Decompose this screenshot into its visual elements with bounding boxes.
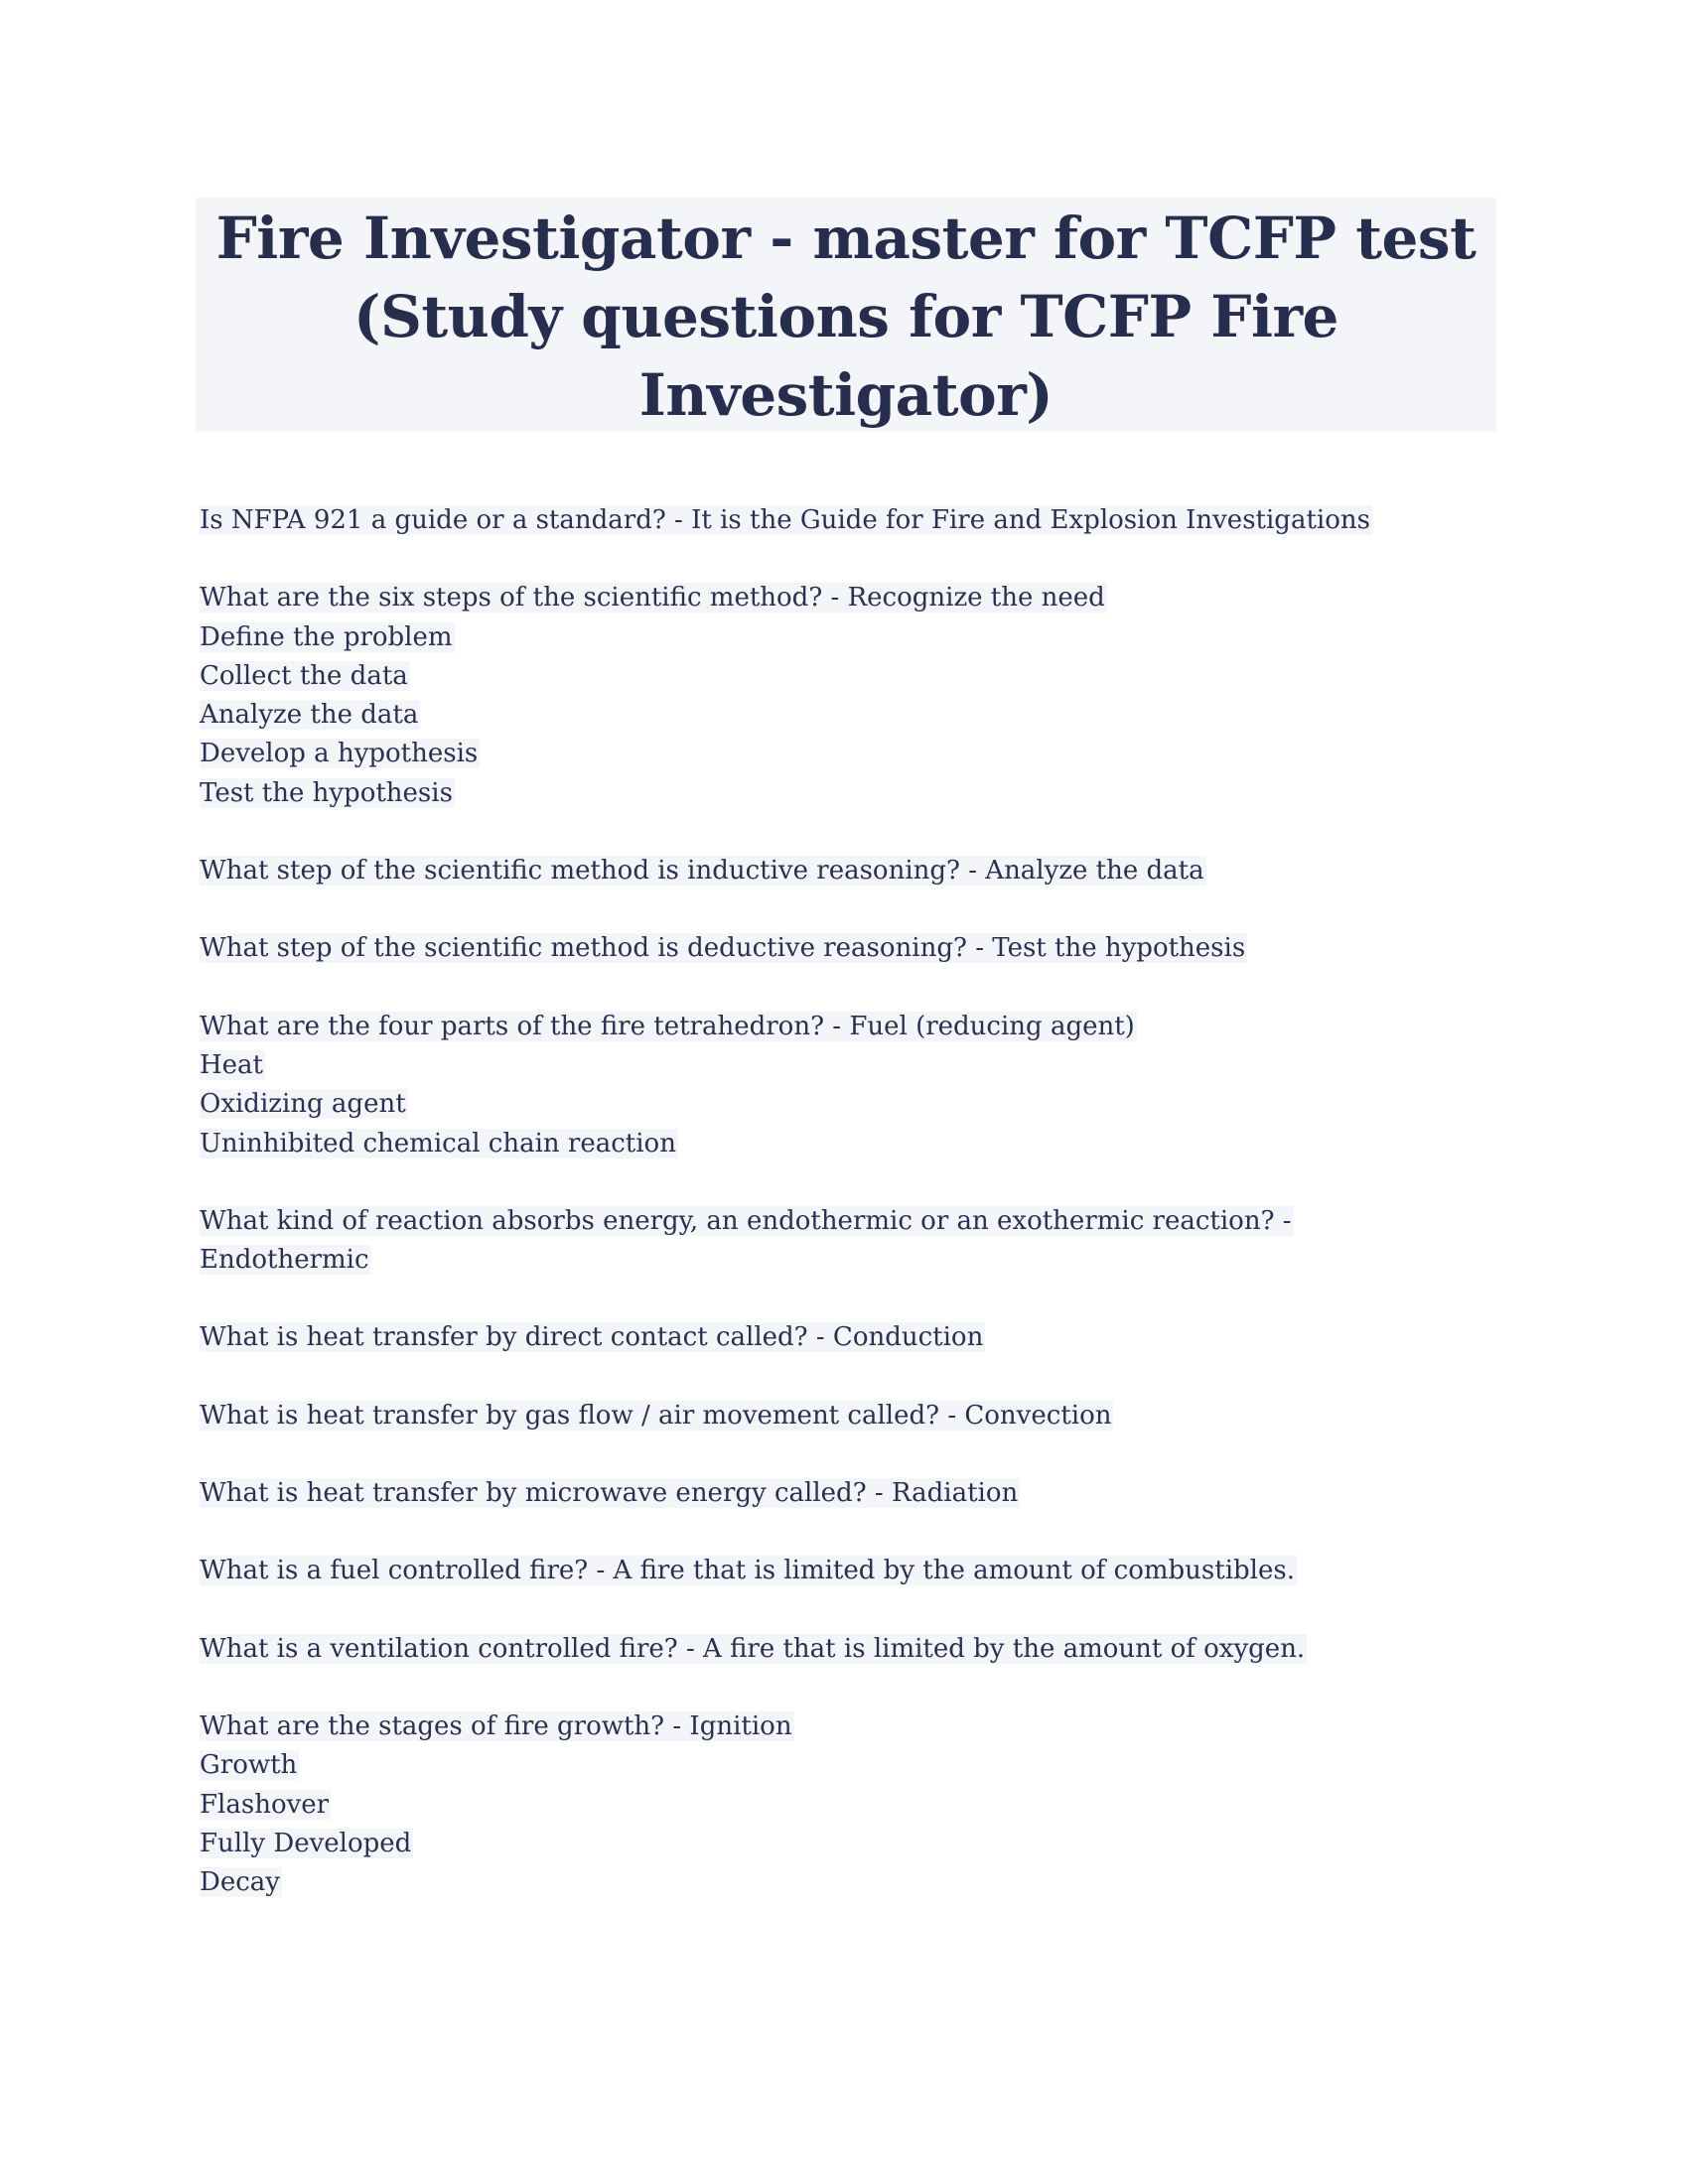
question-text: What are the six steps of the scientific method? - Recognize the need xyxy=(200,583,1105,614)
document-title xyxy=(196,198,1496,432)
question-line xyxy=(200,1241,1490,1280)
question-item xyxy=(200,1630,1490,1669)
question-item xyxy=(200,1707,1490,1902)
question-line xyxy=(200,1786,1490,1825)
question-line xyxy=(200,1008,1490,1046)
question-line xyxy=(200,929,1490,968)
question-line xyxy=(200,1397,1490,1435)
question-line xyxy=(200,1474,1490,1513)
question-text: Develop a hypothesis xyxy=(200,739,479,769)
question-text: Flashover xyxy=(200,1789,330,1820)
question-text: Analyze the data xyxy=(200,700,419,731)
question-text: What are the four parts of the fire tetrahedron? - Fuel (reducing agent) xyxy=(200,1011,1135,1041)
question-text: Test the hypothesis xyxy=(200,777,453,808)
question-line xyxy=(200,1085,1490,1124)
question-line xyxy=(200,1552,1490,1590)
question-line xyxy=(200,696,1490,735)
question-item xyxy=(200,1318,1490,1357)
question-text: Endothermic xyxy=(200,1245,369,1276)
question-line xyxy=(200,1318,1490,1357)
title-line: Investigator) xyxy=(638,361,1054,429)
question-text: What is a ventilation controlled fire? - A fire that is limited by the amount of oxygen. xyxy=(200,1633,1306,1664)
question-list xyxy=(200,501,1490,1941)
question-text: What kind of reaction absorbs energy, an endothermic or an exothermic reaction? - xyxy=(200,1205,1292,1236)
question-text: Growth xyxy=(200,1750,298,1781)
question-item xyxy=(200,1474,1490,1513)
question-line xyxy=(200,579,1490,617)
question-item xyxy=(200,1552,1490,1590)
question-item xyxy=(200,852,1490,890)
question-line xyxy=(200,657,1490,696)
question-line xyxy=(200,1746,1490,1785)
question-line xyxy=(200,501,1490,540)
question-text: Oxidizing agent xyxy=(200,1089,406,1120)
question-line xyxy=(200,1825,1490,1863)
question-line xyxy=(200,618,1490,657)
question-line xyxy=(200,1630,1490,1669)
title-line: Fire Investigator - master for TCFP test xyxy=(215,205,1477,272)
question-item xyxy=(200,929,1490,968)
question-line xyxy=(200,1046,1490,1085)
question-text: What is heat transfer by gas flow / air movement called? - Convection xyxy=(200,1400,1112,1431)
question-line xyxy=(200,1202,1490,1241)
question-text: What is heat transfer by microwave energy called? - Radiation xyxy=(200,1478,1019,1509)
question-text: What step of the scientific method is deductive reasoning? - Test the hypothesis xyxy=(200,933,1246,964)
question-text: What are the stages of fire growth? - Ignition xyxy=(200,1710,792,1741)
title-line: (Study questions for TCFP Fire xyxy=(353,283,1338,350)
question-text: Fully Developed xyxy=(200,1828,412,1858)
question-text: Heat xyxy=(200,1049,264,1080)
question-line xyxy=(200,774,1490,813)
question-line xyxy=(200,852,1490,890)
question-item xyxy=(200,1008,1490,1163)
question-text: Is NFPA 921 a guide or a standard? - It is the Guide for Fire and Explosion Investigations xyxy=(200,505,1370,535)
question-line xyxy=(200,735,1490,773)
question-item xyxy=(200,579,1490,813)
question-text: What is a fuel controlled fire? - A fire that is limited by the amount of combustibles. xyxy=(200,1556,1295,1586)
question-item xyxy=(200,1397,1490,1435)
question-text: Uninhibited chemical chain reaction xyxy=(200,1128,676,1159)
question-line xyxy=(200,1125,1490,1163)
question-item xyxy=(200,1202,1490,1281)
question-text: What step of the scientific method is inductive reasoning? - Analyze the data xyxy=(200,856,1204,887)
question-item xyxy=(200,501,1490,540)
question-line xyxy=(200,1863,1490,1902)
question-line xyxy=(200,1707,1490,1746)
question-text: Decay xyxy=(200,1867,280,1898)
question-text: What is heat transfer by direct contact called? - Conduction xyxy=(200,1322,984,1353)
question-text: Collect the data xyxy=(200,660,408,691)
question-text: Define the problem xyxy=(200,621,453,652)
